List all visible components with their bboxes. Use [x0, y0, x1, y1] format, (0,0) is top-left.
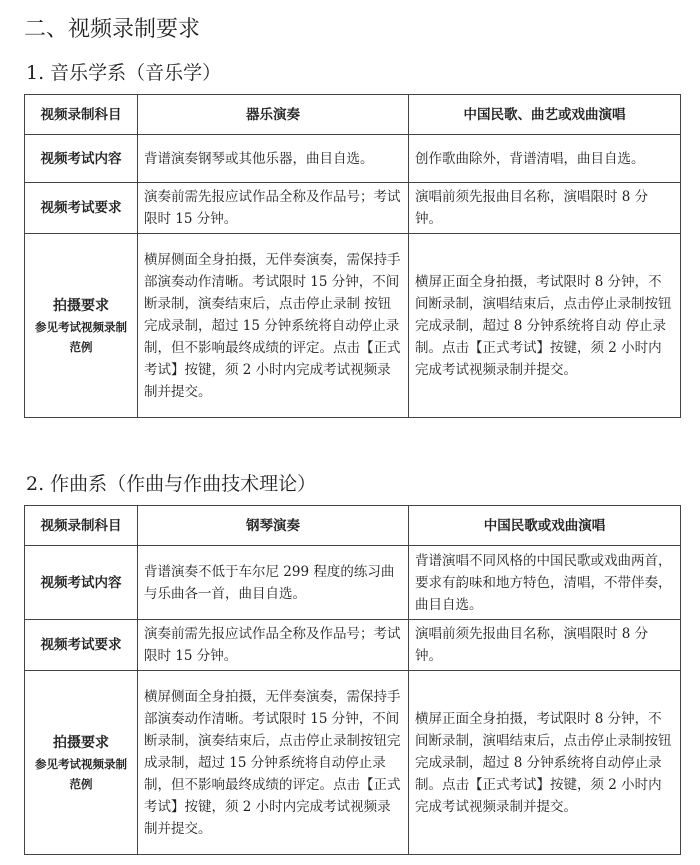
cell-content-b: 背谱演唱不同风格的中国民歌或戏曲两首，要求有韵味和地方特色，清唱，不带伴奏，曲目自选。	[409, 546, 681, 620]
cell-content-a: 横屏侧面全身拍摄，无伴奏演奏，需保持手部演奏动作清晰。考试限时 15 分钟，不间断录制，演奏结束后，点击停止录制按钮完成录制，超过 15 分钟系统将自动停止录制，但不影响最终成绩的评定。点击【正式考试】按键，须 2 小时内完成考试视频录制并提交。	[138, 671, 409, 855]
page-title: 二、视频录制要求	[24, 17, 201, 42]
row-sublabel: 参见考试视频录制范例	[35, 319, 127, 354]
column-header-a: 器乐演奏	[138, 95, 409, 135]
table-row	[25, 135, 681, 183]
section-heading-musicology: 1. 音乐学系（音乐学）	[26, 62, 222, 84]
row-label: 视频考试要求	[25, 620, 138, 671]
row-label: 拍摄要求	[53, 734, 109, 751]
section-heading-composition: 2. 作曲系（作曲与作曲技术理论）	[26, 473, 317, 495]
row-sublabel: 参见考试视频录制范例	[35, 756, 127, 791]
cell-content-a: 背谱演奏钢琴或其他乐器，曲目自选。	[138, 135, 409, 183]
requirements-table-composition	[24, 505, 681, 855]
requirements-table-musicology	[24, 94, 681, 418]
table-row	[25, 620, 681, 671]
row-label: 视频考试内容	[25, 546, 138, 620]
cell-content-a: 背谱演奏不低于车尔尼 299 程度的练习曲与乐曲各一首，曲目自选。	[138, 546, 409, 620]
cell-content-b: 演唱前须先报曲目名称，演唱限时 8 分钟。	[409, 183, 681, 234]
cell-content-a: 演奏前需先报应试作品全称及作品号；考试限时 15 分钟。	[138, 620, 409, 671]
row-label: 拍摄要求	[53, 297, 109, 314]
table-header-row	[25, 506, 681, 546]
cell-content-b: 横屏正面全身拍摄，考试限时 8 分钟，不间断录制，演唱结束后，点击停止录制按钮完成录制，超过 8 分钟系统将自动停止录制。点击【正式考试】按键，须 2 小时内完成考试视频录制并提交。	[409, 671, 681, 855]
table-row	[25, 183, 681, 234]
table-row	[25, 671, 681, 855]
column-header-b: 中国民歌或戏曲演唱	[409, 506, 681, 546]
header-label-cell: 视频录制科目	[25, 95, 138, 135]
cell-content-b: 演唱前须先报曲目名称，演唱限时 8 分钟。	[409, 620, 681, 671]
cell-content-b: 创作歌曲除外，背谱清唱，曲目自选。	[409, 135, 681, 183]
table-header-row	[25, 95, 681, 135]
cell-content-a: 横屏侧面全身拍摄，无伴奏演奏，需保持手部演奏动作清晰。考试限时 15 分钟，不间断录制，演奏结束后，点击停止录制 按钮完成录制，超过 15 分钟系统将自动停止录制，但不影响最终成绩的评定。点击【正式考试】按键，须 2 小时内完成考试视频录制并提交。	[138, 234, 409, 418]
cell-content-b: 横屏正面全身拍摄，考试限时 8 分钟，不间断录制，演唱结束后，点击停止录制按钮完成录制，超过 8 分钟系统将自动 停止录制。点击【正式考试】按键，须 2 小时内完成考试视频录制并提交。	[409, 234, 681, 418]
row-label-shooting	[25, 671, 138, 855]
column-header-a: 钢琴演奏	[138, 506, 409, 546]
column-header-b: 中国民歌、曲艺或戏曲演唱	[409, 95, 681, 135]
table-row	[25, 546, 681, 620]
table-row	[25, 234, 681, 418]
cell-content-a: 演奏前需先报应试作品全称及作品号；考试限时 15 分钟。	[138, 183, 409, 234]
row-label: 视频考试要求	[25, 183, 138, 234]
header-label-cell: 视频录制科目	[25, 506, 138, 546]
row-label: 视频考试内容	[25, 135, 138, 183]
row-label-shooting	[25, 234, 138, 418]
